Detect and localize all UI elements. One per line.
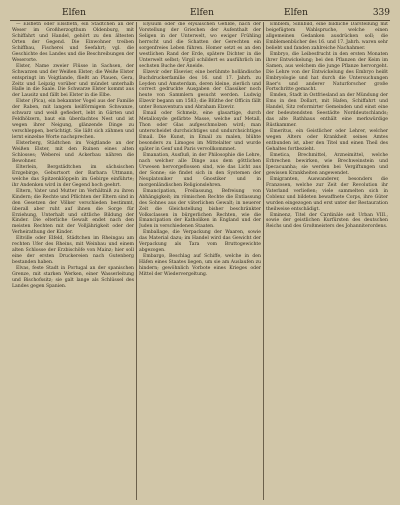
entry-paragraph: Elvas, feste Stadt in Portugal an der spanischen Grenze, mit starken Werken, einer Wasserleitung und Bischofssitz; sie galt lange als Schlüssel des Landes gegen Spanien. bbox=[12, 266, 134, 289]
entry-paragraph: Emden, Stadt in Ostfriesland an der Mündung der Ems in den Dollart, mit Hafen, Schiffahrt und Handel, Sitz reformirter Gemeinden und einst eine der bedeutendsten Seestädte Norddeutschlands; das alte Rathhaus enthält eine merkwürdige Rüstkammer. bbox=[266, 93, 388, 129]
entry-paragraph: Eltville oder Elfeld, Städtchen im Rheingau am rechten Ufer des Rheins, mit Weinbau und einem alten Schlosse der Erzbischöfe von Mainz; hier soll eine der ersten Druckereien nach Gutenberg bestanden haben. bbox=[12, 236, 134, 266]
entry-paragraph: Email oder Schmelz, eine glasartige, durch Metalloxyde gefärbte Masse, welche auf Metall, Thon oder Glas aufgeschmolzen wird; man unterscheidet durchsichtiges und undurchsichtiges Email. Die Kunst, in Email zu malen, blühte besonders zu Limoges im Mittelalter und wurde später in Genf und Paris vervollkommnet. bbox=[139, 111, 261, 153]
entry-paragraph: Elster, Name zweier Flüsse in Sachsen, der Schwarzen und der Weißen Elster; die Weiße Elster entspringt im Voigtlande, fließt an Plauen, Gera, Zeitz und Leipzig vorüber und mündet unterhalb Halle in die Saale. Die Schwarze Elster kommt aus der Lausitz und fällt bei Elster in die Elbe. bbox=[12, 63, 134, 99]
text-column-1 bbox=[12, 22, 134, 500]
header-rule bbox=[10, 20, 390, 21]
running-head-left: Elfen bbox=[62, 8, 86, 18]
entry-paragraph: Embryo, die Leibesfrucht in den ersten Monaten ihrer Entwickelung; bei den Pflanzen der Keim im Samen, aus welchem die junge Pflanze hervorgeht. Die Lehre von der Entwickelung des Embryo heißt Embryologie und hat durch die Untersuchungen Baer's und anderer Naturforscher große Fortschritte gemacht. bbox=[266, 51, 388, 93]
entry-paragraph: Elzevir oder Elsevier, eine berühmte holländische Buchdruckerfamilie des 16. und 17. Jahrh. zu Leyden und Amsterdam, deren kleine, zierlich und correct gedruckte Ausgaben der Classiker noch heute von Sammlern gesucht werden. Ludwig Elzevir begann um 1583; die Blüthe der Officin fällt unter Bonaventura und Abraham Elzevir. bbox=[139, 69, 261, 111]
entry-paragraph: — Elsfleth oder Elssfleth, ein Städtchen an der Weser im Großherzogthum Oldenburg, mit Schiffahrt und Handel, gehört zu den ältesten Orten der Gegend. Die Einwohner treiben Schiffbau, Fischerei und Seefahrt; vgl. die Geschichte des Landes und die Beschreibungen der Weserorte. bbox=[12, 22, 134, 63]
entry-paragraph: Elysium oder die elysäischen Gefilde, nach der Vorstellung der Griechen der Aufenthalt der Seligen in der Unterwelt, wo ewiger Frühling herrscht und die Schatten der Gerechten ein sorgenfreies Leben führen. Homer setzt es an den westlichen Rand der Erde, spätere Dichter in die Unterwelt selbst; Virgil schildert es ausführlich im sechsten Buche der Äneide. bbox=[139, 22, 261, 69]
page-header bbox=[14, 6, 390, 20]
entry-paragraph: Emballage, die Verpackung der Waaren, sowie das Material dazu; im Handel wird das Gewicht der Verpackung als Tara vom Bruttogewichte abgezogen. bbox=[139, 230, 261, 254]
running-head-center: Elfen bbox=[190, 8, 214, 18]
entry-paragraph: Emblem, Sinnbild, eine bildliche Darstellung mit beigefügtem Wahlspruche, welche einen allgemeinen Gedanken ausdrücken soll; die Emblemenbücher des 16. und 17. Jahrh. waren sehr beliebt und fanden zahlreiche Nachahmer. bbox=[266, 22, 388, 51]
entry-paragraph: Elster (Pica), ein bekannter Vogel aus der Familie der Raben, mit langem keilförmigem Schwanze, schwarz und weiß gefiedert, lebt in Gärten und Feldhölzern, baut ein überdachtes Nest und ist wegen ihrer Neigung, glänzende Dinge zu verschleppen, berüchtigt. Sie läßt sich zähmen und lernt einzelne Worte nachsprechen. bbox=[12, 99, 134, 141]
entry-paragraph: Eminenz, Titel der Cardinäle seit Urban VIII., sowie der geistlichen Kurfürsten des deutschen Reichs und des Großmeisters des Johanniterordens. bbox=[266, 212, 388, 230]
entry-paragraph: Elsterberg, Städtchen im Voigtlande an der Weißen Elster, mit den Ruinen eines alten Schlosses; Weberei und Ackerbau nähren die Bewohner. bbox=[12, 141, 134, 164]
column-divider bbox=[263, 22, 264, 500]
entry-paragraph: Emeritus, ein Geistlicher oder Lehrer, welcher wegen Alters oder Krankheit seines Amtes entbunden ist, aber den Titel und einen Theil des Gehaltes fortbezieht. bbox=[266, 129, 388, 153]
column-divider bbox=[136, 22, 137, 500]
page-number: 339 bbox=[372, 8, 390, 18]
entry-paragraph: Emancipation, Freilassung, Befreiung von Abhängigkeit; im römischen Rechte die Entlassung des Sohnes aus der väterlichen Gewalt; in neuerer Zeit die Gleichstellung bisher beschränkter Volksclassen in bürgerlichen Rechten, wie die Emancipation der Katholiken in England und der Juden in verschiedenen Staaten. bbox=[139, 188, 261, 230]
entry-paragraph: Embargo, Beschlag auf Schiffe, welche in den Häfen eines Staates liegen, um sie am Auslaufen zu hindern; gewöhnlich Vorbote eines Krieges oder Mittel der Wiedervergeltung. bbox=[139, 254, 261, 278]
text-column-2 bbox=[139, 22, 261, 500]
text-column-3 bbox=[266, 22, 388, 500]
entry-paragraph: Eltern, Vater und Mutter im Verhältniß zu ihren Kindern; die Rechte und Pflichten der Eltern sind in den Gesetzen der Völker verschieden bestimmt, überall aber ruht auf ihnen die Sorge für Erziehung, Unterhalt und sittliche Bildung der Kinder. Die elterliche Gewalt endet nach den meisten Rechten mit der Volljährigkeit oder der Verheirathung der Kinder. bbox=[12, 188, 134, 236]
entry-paragraph: Elterlein, Bergstädtchen im sächsischen Erzgebirge, Geburtsort der Barbara Uttmann, welche das Spitzenklöppeln im Gebirge einführte; ihr Andenken wird in der Gegend hoch geehrt. bbox=[12, 164, 134, 188]
running-head-right: Elfen bbox=[284, 8, 308, 18]
entry-paragraph: Emetica, Brechmittel, Arzneimittel, welche Erbrechen bewirken, wie Brechweinstein und Ipecacuanha; sie werden bei Vergiftungen und gewissen Krankheiten angewendet. bbox=[266, 152, 388, 176]
entry-paragraph: Emigranten, Auswanderer, besonders die Franzosen, welche zur Zeit der Revolution ihr Vaterland verließen; viele sammelten sich in Coblenz und bildeten bewaffnete Corps, ihre Güter wurden eingezogen und erst unter der Restauration theilweise entschädigt. bbox=[266, 176, 388, 212]
entry-paragraph: Emanation, Ausfluß, in der Philosophie die Lehre, nach welcher alle Dinge aus dem göttlichen Urwesen hervorgeflossen sind, wie das Licht aus der Sonne; sie findet sich in den Systemen der Neuplatoniker und Gnostiker und in morgenländischen Religionslehren. bbox=[139, 152, 261, 188]
